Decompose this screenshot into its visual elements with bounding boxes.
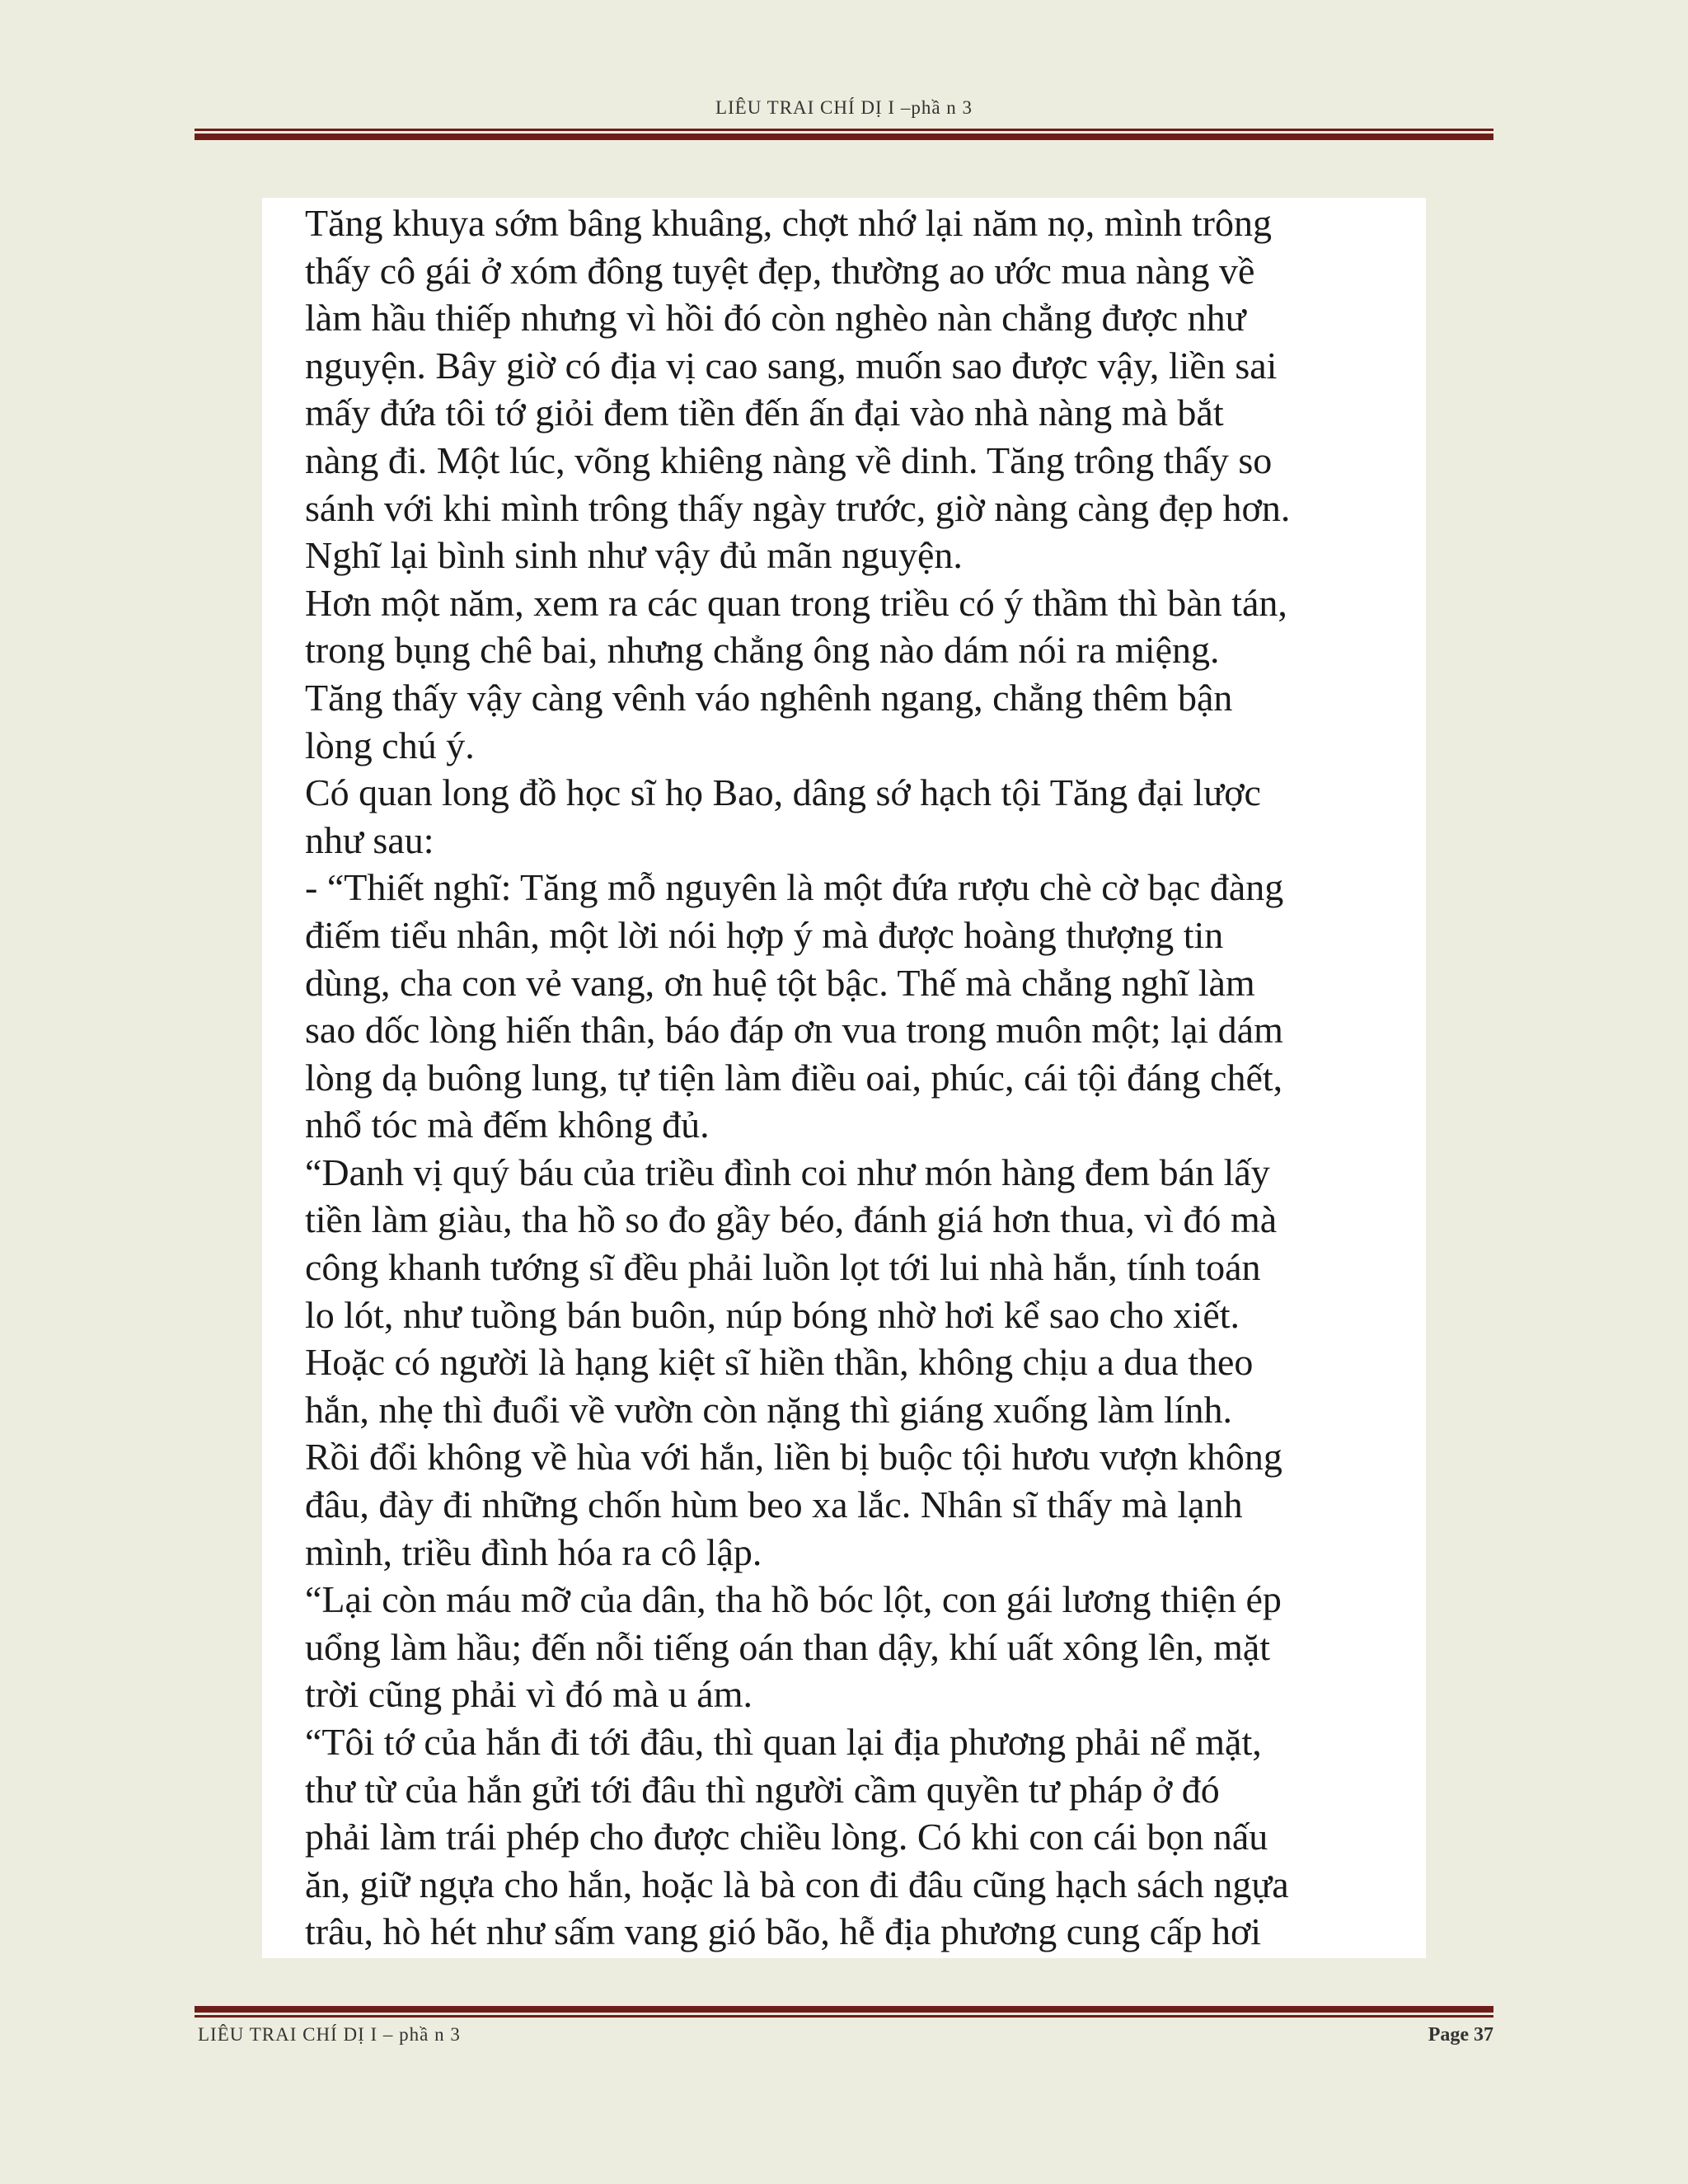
text-line: Hoặc có người là hạng kiệt sĩ hiền thần, không chịu a dua theo <box>305 1341 1254 1384</box>
text-line: nàng đi. Một lúc, võng khiêng nàng về dinh. Tăng trông thấy so <box>305 438 1273 481</box>
text-line: Tăng khuya sớm bâng khuâng, chợt nhớ lại năm nọ, mình trông <box>305 202 1272 244</box>
page-number: Page 37 <box>1428 2024 1493 2046</box>
text-line: như sau: <box>305 818 434 861</box>
text-line: mình, triều đình hóa ra cô lập. <box>305 1530 762 1573</box>
text-line: uổng làm hầu; đến nỗi tiếng oán than dậy, khí uất xông lên, mặt <box>305 1625 1271 1668</box>
text-line: làm hầu thiếp nhưng vì hồi đó còn nghèo nàn chẳng được như <box>305 297 1246 340</box>
text-line: dùng, cha con vẻ vang, ơn huệ tột bậc. Thế mà chẳng nghĩ làm <box>305 961 1255 1004</box>
text-line: trong bụng chê bai, nhưng chẳng ông nào dám nói ra miệng. <box>305 629 1220 672</box>
text-line: điếm tiểu nhân, một lời nói hợp ý mà được hoàng thượng tin <box>305 913 1224 956</box>
text-line: “Lại còn máu mỡ của dân, tha hồ bóc lột, con gái lương thiện ép <box>305 1578 1282 1621</box>
text-line: lòng dạ buông lung, tự tiện làm điều oai, phúc, cái tội đáng chết, <box>305 1056 1283 1099</box>
text-line: - “Thiết nghĩ: Tăng mỗ nguyên là một đứa rượu chè cờ bạc đàng <box>305 866 1284 909</box>
header-rule <box>195 129 1493 140</box>
text-line: “Danh vị quý báu của triều đình coi như món hàng đem bán lấy <box>305 1151 1270 1193</box>
header-rule-thick <box>195 134 1493 140</box>
text-line: thư từ của hắn gửi tới đâu thì người cầm quyền tư pháp ở đó <box>305 1768 1220 1811</box>
text-line: Tăng thấy vậy càng vênh váo nghênh ngang, chẳng thêm bận <box>305 676 1233 719</box>
text-line: tiền làm giàu, tha hồ so đo gầy béo, đánh giá hơn thua, vì đó mà <box>305 1198 1278 1241</box>
text-line: sao dốc lòng hiến thân, báo đáp ơn vua trong muôn một; lại dám <box>305 1009 1283 1052</box>
text-line: sánh với khi mình trông thấy ngày trước, giờ nàng càng đẹp hơn. <box>305 486 1291 529</box>
text-line: Nghĩ lại bình sinh như vậy đủ mãn nguyện. <box>305 534 963 577</box>
text-line: Rồi đổi không về hùa với hắn, liền bị buộc tội hươu vượn không <box>305 1436 1282 1479</box>
text-line: lo lót, như tuồng bán buôn, núp bóng nhờ hơi kể sao cho xiết. <box>305 1293 1240 1336</box>
text-line: đâu, đày đi những chốn hùm beo xa lắc. Nhân sĩ thấy mà lạnh <box>305 1483 1243 1526</box>
text-block <box>262 198 1426 1958</box>
text-line: “Tôi tớ của hắn đi tới đâu, thì quan lại địa phương phải nể mặt, <box>305 1721 1262 1763</box>
text-line: phải làm trái phép cho được chiều lòng. Có khi con cái bọn nấu <box>305 1816 1268 1858</box>
text-line: trâu, hò hét như sấm vang gió bão, hễ địa phương cung cấp hơi <box>305 1910 1262 1953</box>
header-rule-thin <box>195 129 1493 131</box>
text-line: nguyện. Bây giờ có địa vị cao sang, muốn sao được vậy, liền sai <box>305 344 1278 387</box>
footer-rule-thin <box>195 2015 1493 2018</box>
footer-rule-thick <box>195 2006 1493 2013</box>
footer-rule <box>195 2006 1493 2018</box>
text-line: lòng chú ý. <box>305 724 475 766</box>
text-line: Hơn một năm, xem ra các quan trong triều có ý thầm thì bàn tán, <box>305 581 1287 624</box>
header-title: LIÊU TRAI CHÍ DỊ I –phầ n 3 <box>715 97 973 118</box>
text-line: Có quan long đồ học sĩ họ Bao, dâng sớ hạch tội Tăng đại lược <box>305 771 1261 814</box>
text-line: trời cũng phải vì đó mà u ám. <box>305 1673 753 1716</box>
text-line: hắn, nhẹ thì đuổi về vườn còn nặng thì giáng xuống làm lính. <box>305 1388 1232 1431</box>
body-text <box>305 199 1418 1956</box>
footer-title: LIÊU TRAI CHÍ DỊ I – phầ n 3 <box>198 2024 461 2045</box>
text-line: nhổ tóc mà đếm không đủ. <box>305 1104 710 1146</box>
text-line: thấy cô gái ở xóm đông tuyệt đẹp, thường ao ước mua nàng về <box>305 249 1255 292</box>
text-line: mấy đứa tôi tớ giỏi đem tiền đến ấn đại vào nhà nàng mà bắt <box>305 391 1224 434</box>
text-line: công khanh tướng sĩ đều phải luồn lọt tới lui nhà hắn, tính toán <box>305 1246 1261 1289</box>
text-line: ăn, giữ ngựa cho hắn, hoặc là bà con đi đâu cũng hạch sách ngựa <box>305 1863 1289 1905</box>
